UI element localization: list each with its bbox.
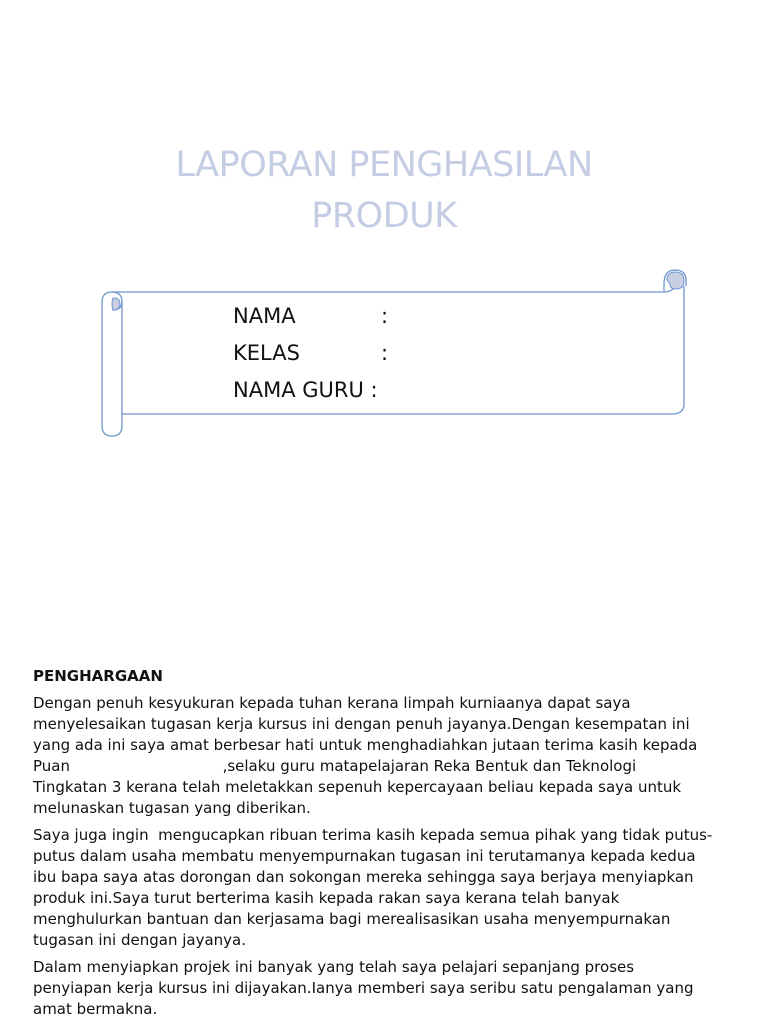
paragraph-line: produk ini.Saya turut berterima kasih kepada rakan saya kerana telah banyak bbox=[33, 889, 620, 907]
title-line-1: LAPORAN PENGHASILAN bbox=[175, 145, 593, 185]
paragraph-line: putus dalam usaha membatu menyempurnakan tugasan ini terutamanya kepada kedua bbox=[33, 847, 696, 865]
paragraph-line: ibu bapa saya atas dorongan dan sokongan mereka sehingga saya berjaya menyiapkan bbox=[33, 868, 694, 886]
acknowledgement-paragraph-3 bbox=[33, 957, 763, 1020]
paragraph-line: menyelesaikan tugasan kerja kursus ini dengan penuh jayanya.Dengan kesempatan ini bbox=[33, 715, 690, 733]
title-line-2: PRODUK bbox=[311, 196, 457, 236]
paragraph-line: Tingkatan 3 kerana telah meletakkan sepenuh kepercayaan beliau kepada saya untuk bbox=[33, 778, 682, 796]
scroll-right-roll bbox=[664, 270, 686, 292]
paragraph-line: tugasan ini dengan jayanya. bbox=[33, 931, 247, 949]
scroll-left-roll bbox=[102, 292, 122, 436]
paragraph-line: melunaskan tugasan yang diberikan. bbox=[33, 799, 311, 817]
scroll-left-roll-inner bbox=[112, 302, 122, 310]
scroll-left-curl bbox=[112, 298, 120, 310]
field-label-name: NAMA bbox=[233, 304, 296, 328]
page-title bbox=[0, 140, 768, 242]
paragraph-line: menghulurkan bantuan dan kerjasama bagi merealisasikan usaha menyempurnakan bbox=[33, 910, 671, 928]
paragraph-line: yang ada ini saya amat berbesar hati untuk menghadiahkan jutaan terima kasih kepada bbox=[33, 736, 698, 754]
paragraph-line: Dengan penuh kesyukuran kepada tuhan kerana limpah kurniaanya dapat saya bbox=[33, 694, 631, 712]
paragraph-line: amat bermakna. bbox=[33, 1000, 158, 1018]
field-row-teacher bbox=[233, 372, 388, 409]
student-info-fields bbox=[233, 298, 388, 409]
acknowledgement-section bbox=[33, 666, 763, 1024]
acknowledgement-paragraph-1 bbox=[33, 693, 763, 819]
paragraph-line: Dalam menyiapkan projek ini banyak yang telah saya pelajari sepanjang proses bbox=[33, 958, 635, 976]
field-row-class bbox=[233, 335, 388, 372]
field-row-name bbox=[233, 298, 388, 335]
scroll-right-roll-inner bbox=[664, 282, 675, 292]
field-label-class: KELAS bbox=[233, 341, 300, 365]
field-colon-teacher: : bbox=[370, 378, 378, 402]
paragraph-line: penyiapan kerja kursus ini dijayakan.Ianya memberi saya seribu satu pengalaman yang bbox=[33, 979, 694, 997]
paragraph-line: Puan ,selaku guru matapelajaran Reka Bentuk dan Teknologi bbox=[33, 757, 637, 775]
scroll-bottom-edge bbox=[122, 286, 684, 414]
field-colon-class: : bbox=[381, 341, 389, 365]
acknowledgement-paragraph-2 bbox=[33, 825, 763, 951]
scroll-right-curl bbox=[667, 272, 684, 289]
field-label-teacher: NAMA GURU bbox=[233, 378, 364, 402]
acknowledgement-heading: PENGHARGAAN bbox=[33, 667, 163, 685]
paragraph-line: Saya juga ingin mengucapkan ribuan terima kasih kepada semua pihak yang tidak putus- bbox=[33, 826, 713, 844]
field-colon-name: : bbox=[381, 304, 389, 328]
